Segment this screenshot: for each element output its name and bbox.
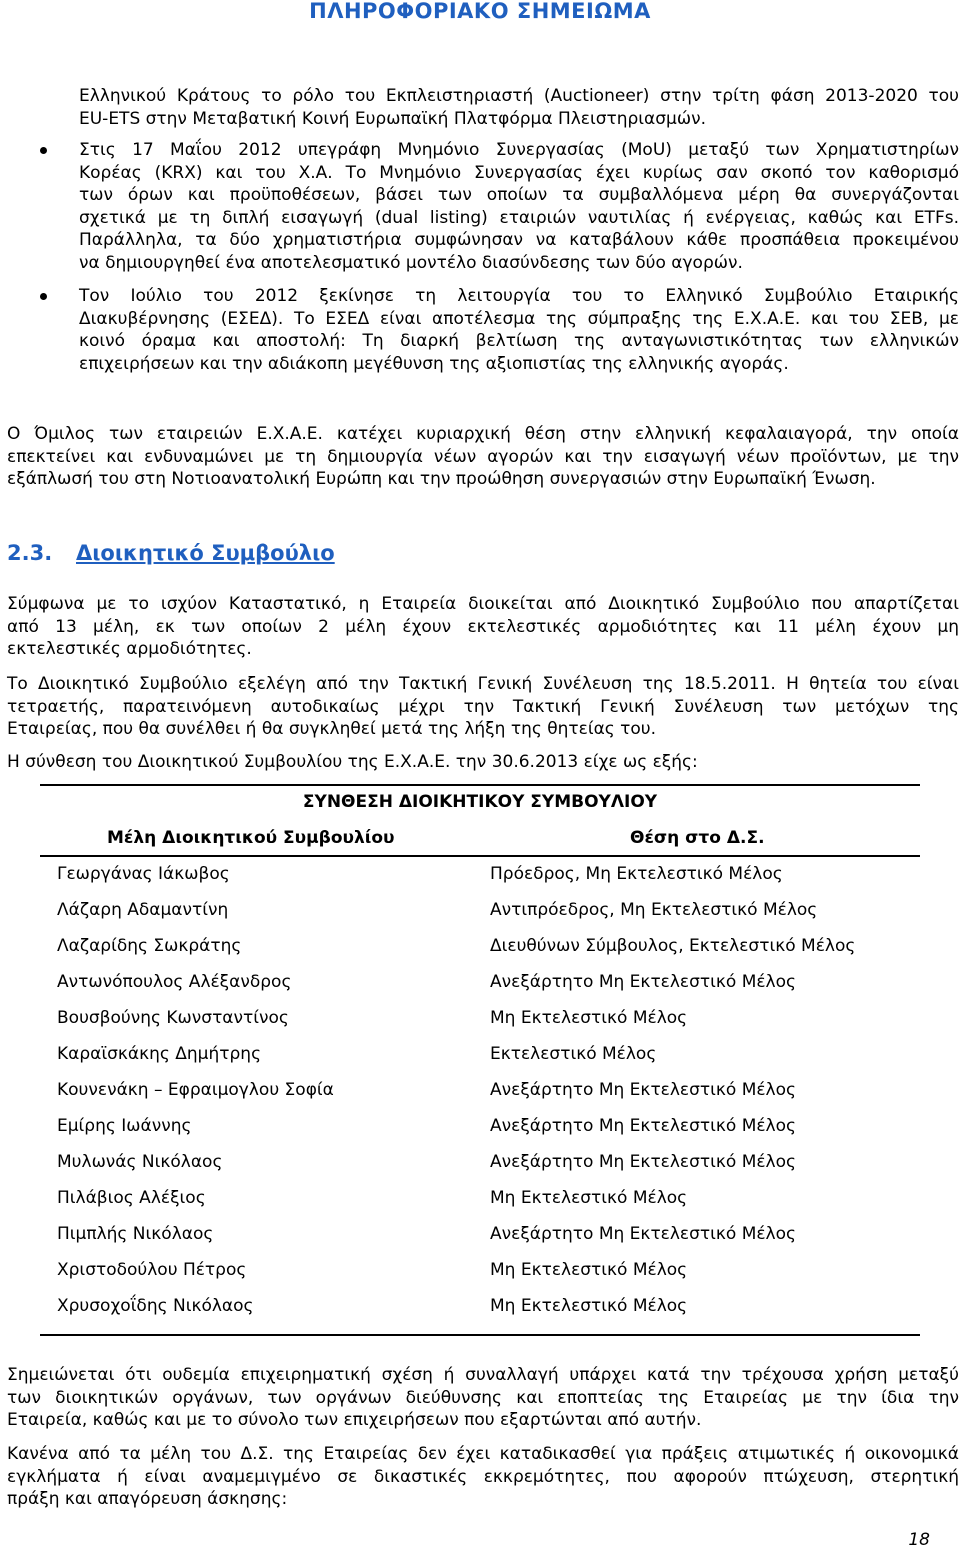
member-position: Ανεξάρτητο Μη Εκτελεστικό Μέλος [490, 1116, 796, 1136]
table-row [57, 1188, 917, 1214]
table-row [57, 1260, 917, 1286]
text-line: Το Διοικητικό Συμβούλιο εξελέγη από την Τακτική Γενική Συνέλευση της 18.5.2011. Η θητεία του είναι [7, 674, 959, 694]
text-line: Σημειώνεται ότι ουδεμία επιχειρηματική σχέση ή συναλλαγή υπάρχει κατά την τρέχουσα χρήση μεταξύ [7, 1365, 959, 1385]
text-line: Εταιρεία, καθώς και με το σύνολο των επιχειρήσεων που εξαρτώνται από αυτήν. [7, 1410, 702, 1430]
member-name: Βουσβούνης Κωνσταντίνος [57, 1008, 289, 1028]
member-position: Ανεξάρτητο Μη Εκτελεστικό Μέλος [490, 1224, 796, 1244]
table-row [57, 972, 917, 998]
text-line: των διοικητικών οργάνων, των οργάνων διεύθυνσης και εποπτείας της Εταιρείας με την ίδια την [7, 1387, 959, 1408]
text-line: σχετικά με τη διπλή εισαγωγή (dual listing) εταιριών ναυτιλίας ή ενέργειας, καθώς και ETFs. [79, 207, 959, 228]
text-line: Σύμφωνα με το ισχύον Καταστατικό, η Εταιρεία διοικείται από Διοικητικό Συμβούλιο που απαρτίζεται [7, 594, 959, 614]
member-name: Μυλωνάς Νικόλαος [57, 1152, 223, 1172]
member-position: Εκτελεστικό Μέλος [490, 1044, 657, 1064]
member-name: Λάζαρη Αδαμαντίνη [57, 900, 229, 920]
column-header-members: Μέλη Διοικητικού Συμβουλίου [107, 828, 395, 848]
text-line: Ο Όμιλος των εταιρειών Ε.Χ.Α.Ε. κατέχει κυριαρχική θέση στην ελληνική κεφαλαιαγορά, την οποία [7, 424, 959, 444]
text-line: Παράλληλα, τα δύο χρηματιστήρια συμφώνησαν να καταβάλουν κάθε προσπάθεια προκειμένου [79, 230, 959, 250]
text-line: Στις 17 Μαΐου 2012 υπεγράφη Μνημόνιο Συνεργασίας (MoU) μεταξύ των Χρηματιστηρίων [79, 140, 959, 160]
closing-paragraph-transactions [7, 1364, 959, 1432]
table-row [57, 1080, 917, 1106]
text-line: εγκλήματα ή είναι αναμεμιγμένο σε δικαστικές εκκρεμότητες, που αφορούν πτώχευση, στερητική [7, 1466, 959, 1487]
member-position: Μη Εκτελεστικό Μέλος [490, 1296, 688, 1316]
section-title: Διοικητικό Συμβούλιο [76, 541, 335, 565]
member-name: Πιλάβιος Αλέξιος [57, 1188, 206, 1208]
table-row [57, 1116, 917, 1142]
member-name: Καραϊσκάκης Δημήτρης [57, 1044, 262, 1064]
member-name: Γεωργάνας Ιάκωβος [57, 864, 230, 884]
table-header-rule [40, 855, 920, 857]
section-heading [7, 540, 335, 566]
text-line: των όρων και προϋποθέσεων, βάσει των οποίων τα συμβαλλόμενα μέρη θα συνεργάζονται [79, 185, 959, 205]
text-line: Τον Ιούλιο του 2012 ξεκίνησε τη λειτουργία του το Ελληνικό Συμβούλιο Εταιρικής [79, 286, 959, 306]
text-line: από 13 μέλη, εκ των οποίων 2 μέλη έχουν εκτελεστικές αρμοδιότητες και 11 μέλη έχουν μη [7, 616, 959, 637]
text-line: εξάπλωσή του στη Νοτιοανατολική Ευρώπη και την προώθηση συνεργασιών στην Ευρωπαϊκή Ένωση. [7, 469, 876, 489]
bullet-icon [40, 147, 47, 154]
member-position: Ανεξάρτητο Μη Εκτελεστικό Μέλος [490, 1152, 796, 1172]
table-title: ΣΥΝΘΕΣΗ ΔΙΟΙΚΗΤΙΚΟΥ ΣΥΜΒΟΥΛΙΟΥ [302, 792, 658, 812]
member-name: Λαζαρίδης Σωκράτης [57, 936, 242, 956]
member-name: Εμίρης Ιωάννης [57, 1116, 192, 1136]
table-row [57, 900, 917, 926]
table-bottom-rule [40, 1334, 920, 1336]
text-line: πράξη και απαγόρευση άσκησης: [7, 1489, 288, 1509]
table-top-rule [40, 784, 920, 786]
member-position: Αντιπρόεδρος, Μη Εκτελεστικό Μέλος [490, 900, 818, 920]
text-line: τετραετής, παρατεινόμενη αυτοδικαίως μέχρι την Τακτική Γενική Συνέλευση των μετόχων της [7, 696, 959, 717]
text-line: εκτελεστικές αρμοδιότητες. [7, 639, 252, 659]
closing-paragraph-convictions [7, 1443, 959, 1511]
member-position: Πρόεδρος, Μη Εκτελεστικό Μέλος [490, 864, 783, 884]
member-position: Μη Εκτελεστικό Μέλος [490, 1260, 688, 1280]
board-paragraph-statute [7, 593, 959, 661]
member-name: Χριστοδούλου Πέτρος [57, 1260, 247, 1280]
table-row [57, 936, 917, 962]
bullet-paragraph-esed [79, 285, 959, 375]
text-line: επιχειρήσεων και την αδιάκοπη μεγέθυνση της αξιοπιστίας της ελληνικής αγοράς. [79, 353, 789, 374]
member-name: Κουνενάκη – Εφραιμογλου Σοφία [57, 1080, 334, 1100]
text-line: κοινό όραμα και αποστολή: Τη διαρκή βελτίωση της ανταγωνιστικότητας των ελληνικών [79, 331, 959, 351]
table-row [57, 1008, 917, 1034]
section-number: 2.3. [7, 541, 53, 565]
text-line: Εταιρείας, που θα συνέλθει ή θα συγκληθεί μετά της λήξη της θητείας του. [7, 719, 657, 739]
table-row [57, 1296, 917, 1322]
text-line: Η σύνθεση του Διοικητικού Συμβουλίου της Ε.Χ.Α.Ε. την 30.6.2013 είχε ως εξής: [7, 752, 698, 772]
text-line: Ελληνικού Κράτους το ρόλο του Εκπλειστηριαστή (Auctioneer) στην τρίτη φάση 2013-2020 του [79, 86, 959, 106]
text-line: Διακυβέρνησης (ΕΣΕΔ). Το ΕΣΕΔ είναι αποτέλεσμα της σύμπραξης της Ε.Χ.Α.Ε. και του ΣΕΒ, με [79, 308, 959, 329]
column-header-position: Θέση στο Δ.Σ. [630, 828, 765, 848]
text-line: Κανένα από τα μέλη του Δ.Σ. της Εταιρείας δεν έχει καταδικασθεί για πράξεις ατιμωτικές ή οικονομικά [7, 1444, 959, 1464]
text-line: να δημιουργηθεί ένα αποτελεσματικό μοντέλο διασύνδεσης των δύο αγορών. [79, 252, 743, 273]
table-row [57, 1224, 917, 1250]
member-name: Αντωνόπουλος Αλέξανδρος [57, 972, 292, 992]
bullet-paragraph-mou [79, 139, 959, 274]
intro-paragraph [79, 85, 959, 130]
member-name: Χρυσοχοΐδης Νικόλαος [57, 1296, 254, 1316]
board-paragraph-term [7, 673, 959, 741]
table-row [57, 1152, 917, 1178]
member-position: Μη Εκτελεστικό Μέλος [490, 1008, 688, 1028]
group-paragraph [7, 423, 959, 491]
member-position: Ανεξάρτητο Μη Εκτελεστικό Μέλος [490, 1080, 796, 1100]
bullet-icon [40, 293, 47, 300]
text-line: Κορέας (KRX) και του Χ.Α. Το Μνημόνιο Συνεργασίας έχει κυρίως σαν σκοπό τον καθορισμό [79, 162, 959, 183]
member-position: Μη Εκτελεστικό Μέλος [490, 1188, 688, 1208]
member-position: Διευθύνων Σύμβουλος, Εκτελεστικό Μέλος [490, 936, 856, 956]
member-position: Ανεξάρτητο Μη Εκτελεστικό Μέλος [490, 972, 796, 992]
text-line: EU-ETS στην Μεταβατική Κοινή Ευρωπαϊκή Πλατφόρμα Πλειστηριασμών. [79, 108, 706, 129]
table-row [57, 864, 917, 890]
page-header: ΠΛΗΡΟΦΟΡΙΑΚΟ ΣΗΜΕΙΩΜΑ [309, 0, 651, 23]
page-number: 18 [908, 1530, 930, 1550]
text-line: επεκτείνει και ενδυναμώνει με τη δημιουργία νέων αγορών και την εισαγωγή νέων προϊόντων, με την [7, 446, 959, 467]
table-row [57, 1044, 917, 1070]
member-name: Πιμπλής Νικόλαος [57, 1224, 214, 1244]
board-paragraph-composition [7, 751, 959, 774]
